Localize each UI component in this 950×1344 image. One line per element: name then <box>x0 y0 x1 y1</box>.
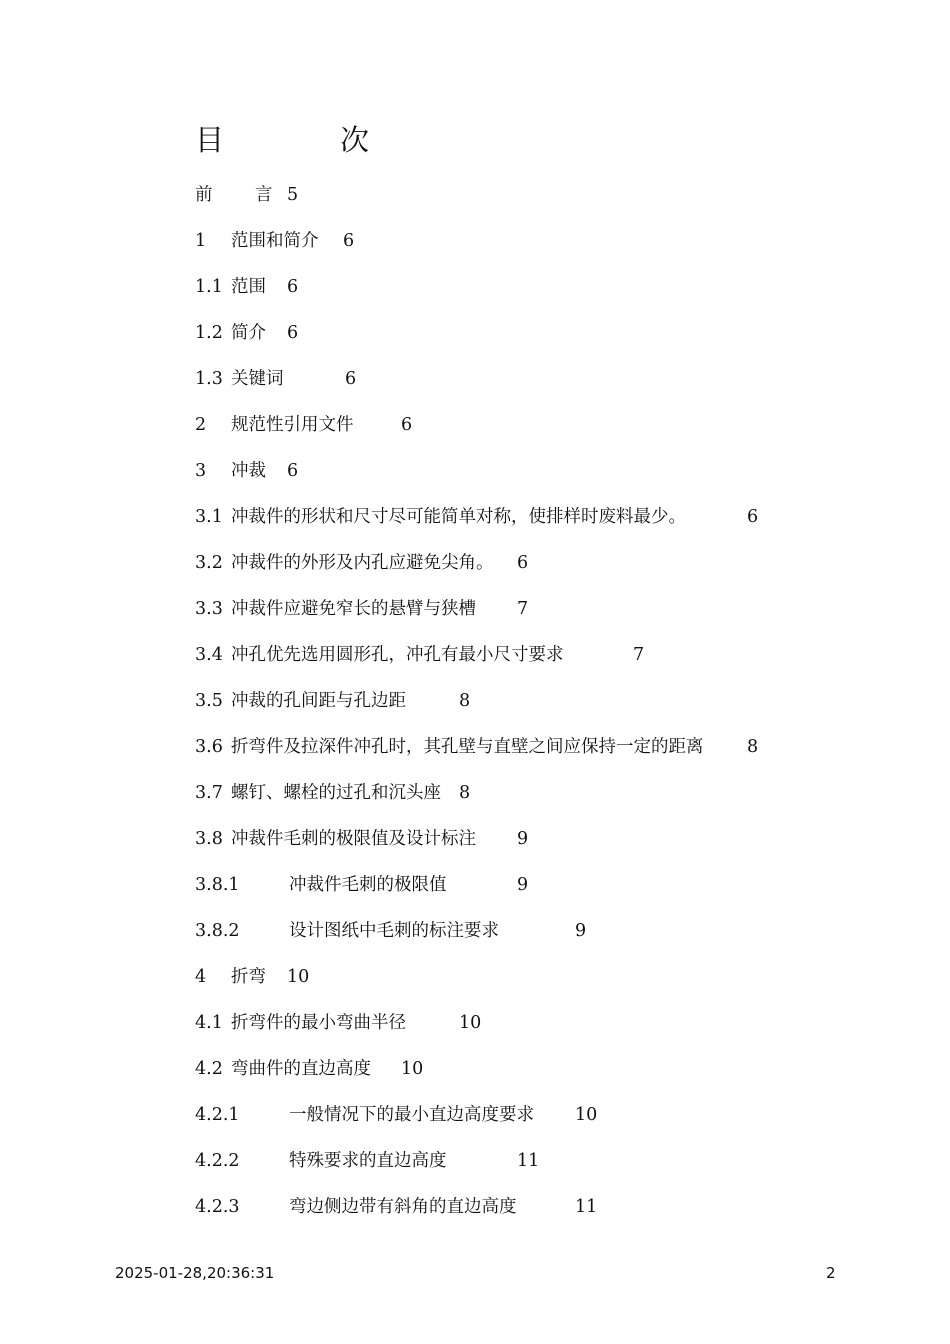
toc-entry-title: 冲裁件毛刺的极限值及设计标注 <box>231 829 476 849</box>
toc-entry-title: 冲裁 <box>231 461 266 481</box>
toc-entry-page: 6 <box>747 507 759 527</box>
toc-entry[interactable] <box>195 1100 795 1130</box>
toc-entry[interactable] <box>195 318 795 348</box>
toc-entry[interactable] <box>195 732 795 762</box>
toc-entry-number: 3.2 <box>195 553 223 573</box>
toc-entry-number: 3.4 <box>195 645 223 665</box>
toc-entry[interactable] <box>195 1054 795 1084</box>
toc-entry-page: 10 <box>575 1105 598 1125</box>
toc-entry-number: 3 <box>195 461 207 481</box>
toc-entry-page: 8 <box>459 691 471 711</box>
toc-entry-title: 规范性引用文件 <box>231 415 354 435</box>
toc-entry-title: 弯边侧边带有斜角的直边高度 <box>289 1197 517 1217</box>
toc-entry[interactable] <box>195 1008 795 1038</box>
toc-entry-number: 3.8.2 <box>195 921 240 941</box>
toc-entry-title: 范围 <box>231 277 266 297</box>
toc-entry-page: 11 <box>517 1151 540 1171</box>
toc-entry-number: 4.2.3 <box>195 1197 240 1217</box>
footer-page-number: 2 <box>826 1264 836 1282</box>
toc-entry-page: 6 <box>517 553 529 573</box>
toc-entry-title: 冲裁件应避免窄长的悬臂与狭槽 <box>231 599 476 619</box>
toc-entry-number: 前 <box>195 185 213 205</box>
toc-entry-page: 6 <box>343 231 355 251</box>
toc-entry-number: 3.3 <box>195 599 223 619</box>
toc-entry-title: 冲裁件的外形及内孔应避免尖角。 <box>231 553 494 573</box>
toc-entry[interactable] <box>195 1192 795 1222</box>
toc-entry-title: 冲裁件的形状和尺寸尽可能简单对称，使排样时废料最少。 <box>231 507 686 527</box>
toc-entry[interactable] <box>195 916 795 946</box>
toc-entry[interactable] <box>195 226 795 256</box>
toc-entry[interactable] <box>195 1146 795 1176</box>
toc-entry-number: 3.8 <box>195 829 223 849</box>
toc-entry-number: 3.1 <box>195 507 223 527</box>
toc-entry-number: 4 <box>195 967 207 987</box>
toc-entry-title: 折弯件的最小弯曲半径 <box>231 1013 406 1033</box>
toc-entry[interactable] <box>195 180 795 210</box>
toc-entry[interactable] <box>195 962 795 992</box>
toc-entry-title: 关键词 <box>231 369 284 389</box>
toc-entry[interactable] <box>195 594 795 624</box>
toc-entry-number: 3.8.1 <box>195 875 240 895</box>
toc-entry-number: 1.3 <box>195 369 223 389</box>
toc-entry-title: 折弯件及拉深件冲孔时，其孔壁与直壁之间应保持一定的距离 <box>231 737 704 757</box>
toc-entry-title: 冲裁的孔间距与孔边距 <box>231 691 406 711</box>
toc-entry-number: 4.2.2 <box>195 1151 240 1171</box>
toc-entry-page: 9 <box>517 875 529 895</box>
toc-entry[interactable] <box>195 640 795 670</box>
page-title-part1: 目 <box>195 123 225 157</box>
toc-entry-title: 特殊要求的直边高度 <box>289 1151 447 1171</box>
toc-entry-title: 冲裁件毛刺的极限值 <box>289 875 447 895</box>
toc-entry-number: 2 <box>195 415 207 435</box>
toc-entry-page: 6 <box>287 277 299 297</box>
toc-entry-number: 1 <box>195 231 207 251</box>
toc-entry-number: 4.1 <box>195 1013 223 1033</box>
toc-entry-page: 7 <box>633 645 645 665</box>
toc-entry-number: 1.2 <box>195 323 223 343</box>
toc-entry-number: 4.2 <box>195 1059 223 1079</box>
toc-entry-page: 7 <box>517 599 529 619</box>
toc-entry-number: 1.1 <box>195 277 223 297</box>
toc-entry-page: 11 <box>575 1197 598 1217</box>
toc-entry-page: 9 <box>575 921 587 941</box>
toc-entry-page: 5 <box>287 185 299 205</box>
toc-entry[interactable] <box>195 272 795 302</box>
toc-entry-page: 6 <box>287 323 299 343</box>
toc-entry-number: 3.5 <box>195 691 223 711</box>
toc-entry[interactable] <box>195 410 795 440</box>
toc-entry[interactable] <box>195 870 795 900</box>
toc-entry-number: 3.7 <box>195 783 223 803</box>
footer-timestamp: 2025-01-28,20:36:31 <box>115 1264 275 1282</box>
toc-entry-page: 10 <box>401 1059 424 1079</box>
toc-entry-page: 10 <box>287 967 310 987</box>
toc-entry-page: 8 <box>459 783 471 803</box>
toc-entry[interactable] <box>195 456 795 486</box>
toc-entry[interactable] <box>195 824 795 854</box>
toc-entry[interactable] <box>195 778 795 808</box>
toc-entry-title: 简介 <box>231 323 266 343</box>
toc-entry-page: 9 <box>517 829 529 849</box>
toc-entry-page: 10 <box>459 1013 482 1033</box>
toc-entry-number: 4.2.1 <box>195 1105 240 1125</box>
toc-entry-title: 螺钉、螺栓的过孔和沉头座 <box>231 783 441 803</box>
toc-entry[interactable] <box>195 502 795 532</box>
toc-entry-title: 范围和简介 <box>231 231 319 251</box>
toc-entry-page: 8 <box>747 737 759 757</box>
toc-entry-number: 3.6 <box>195 737 223 757</box>
toc-entry[interactable] <box>195 548 795 578</box>
page-title <box>195 118 370 162</box>
toc-entry-title: 一般情况下的最小直边高度要求 <box>289 1105 534 1125</box>
toc-entry-title: 设计图纸中毛刺的标注要求 <box>289 921 499 941</box>
toc-entry-page: 6 <box>345 369 357 389</box>
toc-entry-title: 折弯 <box>231 967 266 987</box>
toc-entry-page: 6 <box>401 415 413 435</box>
page-title-part2: 次 <box>340 123 370 157</box>
toc-entry-title: 言 <box>255 185 273 205</box>
toc-entry[interactable] <box>195 686 795 716</box>
toc-entry-title: 冲孔优先选用圆形孔，冲孔有最小尺寸要求 <box>231 645 564 665</box>
toc-entry[interactable] <box>195 364 795 394</box>
toc-entry-page: 6 <box>287 461 299 481</box>
toc-entry-title: 弯曲件的直边高度 <box>231 1059 371 1079</box>
